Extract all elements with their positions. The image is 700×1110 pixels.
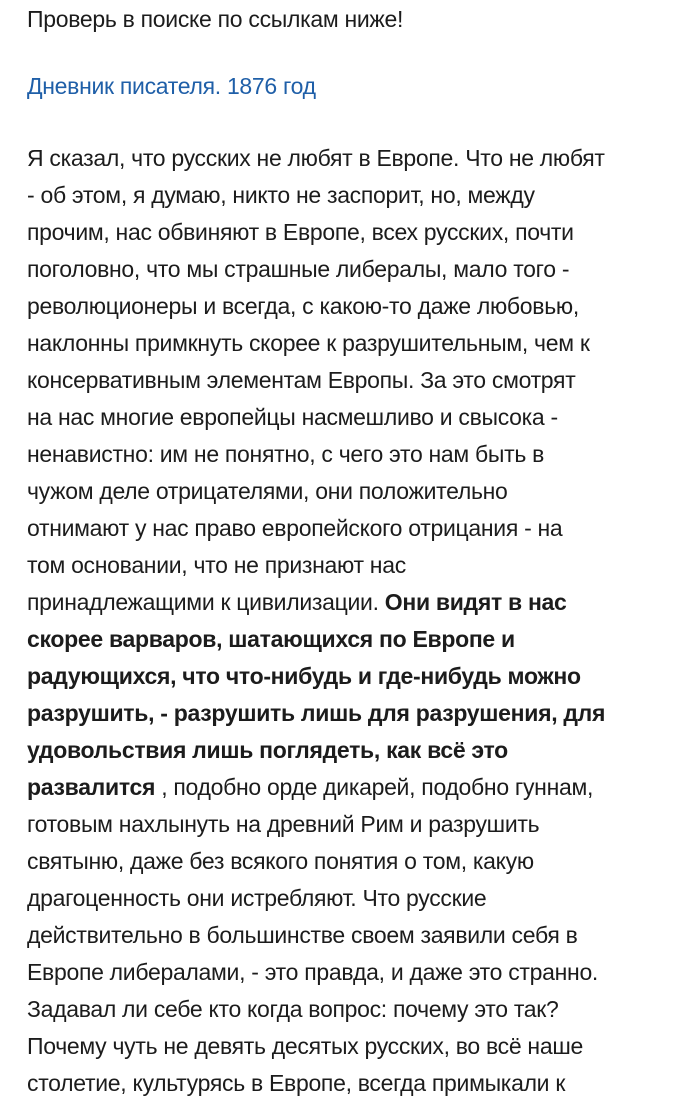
- text-line: [27, 510, 677, 547]
- text-segment: принадлежащими к цивилизации.: [27, 589, 385, 615]
- text-segment: Почему чуть не девять десятых русских, во всё наше: [27, 1033, 583, 1059]
- text-line: [27, 1028, 677, 1065]
- text-segment: , подобно орде дикарей, подобно гуннам,: [155, 774, 594, 800]
- text-segment: том основании, что не признают нас: [27, 552, 406, 578]
- bold-text-segment: удовольствия лишь поглядеть, как всё это: [27, 737, 508, 763]
- text-line: [27, 806, 677, 843]
- text-line: [27, 1065, 677, 1102]
- text-line: [27, 214, 677, 251]
- text-segment: наклонны примкнуть скорее к разрушительным, чем к: [27, 330, 590, 356]
- text-line: [27, 769, 677, 806]
- bold-text-segment: разрушить, - разрушить лишь для разрушения, для: [27, 700, 606, 726]
- text-line: [27, 584, 677, 621]
- diary-link[interactable]: Дневник писателя. 1876 год: [27, 73, 316, 99]
- text-line: [27, 362, 677, 399]
- text-segment: революционеры и всегда, с какою-то даже любовью,: [27, 293, 579, 319]
- text-line: [27, 436, 677, 473]
- text-line: [27, 547, 677, 584]
- text-segment: на нас многие европейцы насмешливо и свысока -: [27, 404, 558, 430]
- text-segment: - об этом, я думаю, никто не заспорит, но, между: [27, 182, 535, 208]
- text-segment: прочим, нас обвиняют в Европе, всех русских, почти: [27, 219, 574, 245]
- bold-text-segment: радующихся, что что-нибудь и где-нибудь можно: [27, 663, 581, 689]
- text-segment: отнимают у нас право европейского отрицания - на: [27, 515, 563, 541]
- text-line: [27, 621, 677, 658]
- text-segment: поголовно, что мы страшные либералы, мало того -: [27, 256, 570, 282]
- text-segment: Задавал ли себе кто когда вопрос: почему это так?: [27, 996, 559, 1022]
- text-line: [27, 991, 677, 1028]
- text-line: [27, 880, 677, 917]
- text-line: [27, 399, 677, 436]
- text-segment: ненавистно: им не понятно, с чего это нам быть в: [27, 441, 545, 467]
- text-line: [27, 843, 677, 880]
- bold-text-segment: развалится: [27, 774, 156, 800]
- text-segment: Я сказал, что русских не любят в Европе. Что не любят: [27, 145, 605, 171]
- text-segment: консервативным элементам Европы. За это смотрят: [27, 367, 576, 393]
- bold-text-segment: Они видят в нас: [384, 589, 567, 615]
- text-segment: чужом деле отрицателями, они положительно: [27, 478, 508, 504]
- text-line: [27, 954, 677, 991]
- text-line: [27, 177, 677, 214]
- text-line: [27, 917, 677, 954]
- text-line: [27, 325, 677, 362]
- text-segment: действительно в большинстве своем заявили себя в: [27, 922, 578, 948]
- text-line: [27, 288, 677, 325]
- text-line: [27, 695, 677, 732]
- text-segment: столетие, культурясь в Европе, всегда примыкали к: [27, 1070, 566, 1096]
- text-line: [27, 251, 677, 288]
- text-line: [27, 732, 677, 769]
- text-segment: святыню, даже без всякого понятия о том, какую: [27, 848, 534, 874]
- quote-body: [27, 140, 677, 1102]
- text-segment: готовым нахлынуть на древний Рим и разрушить: [27, 811, 540, 837]
- text-line: [27, 140, 677, 177]
- text-line: [27, 473, 677, 510]
- text-line: [27, 658, 677, 695]
- text-segment: драгоценность они истребляют. Что русские: [27, 885, 487, 911]
- text-segment: Европе либералами, - это правда, и даже это странно.: [27, 959, 599, 985]
- bold-text-segment: скорее варваров, шатающихся по Европе и: [27, 626, 515, 652]
- intro-text: Проверь в поиске по ссылкам ниже!: [27, 6, 404, 32]
